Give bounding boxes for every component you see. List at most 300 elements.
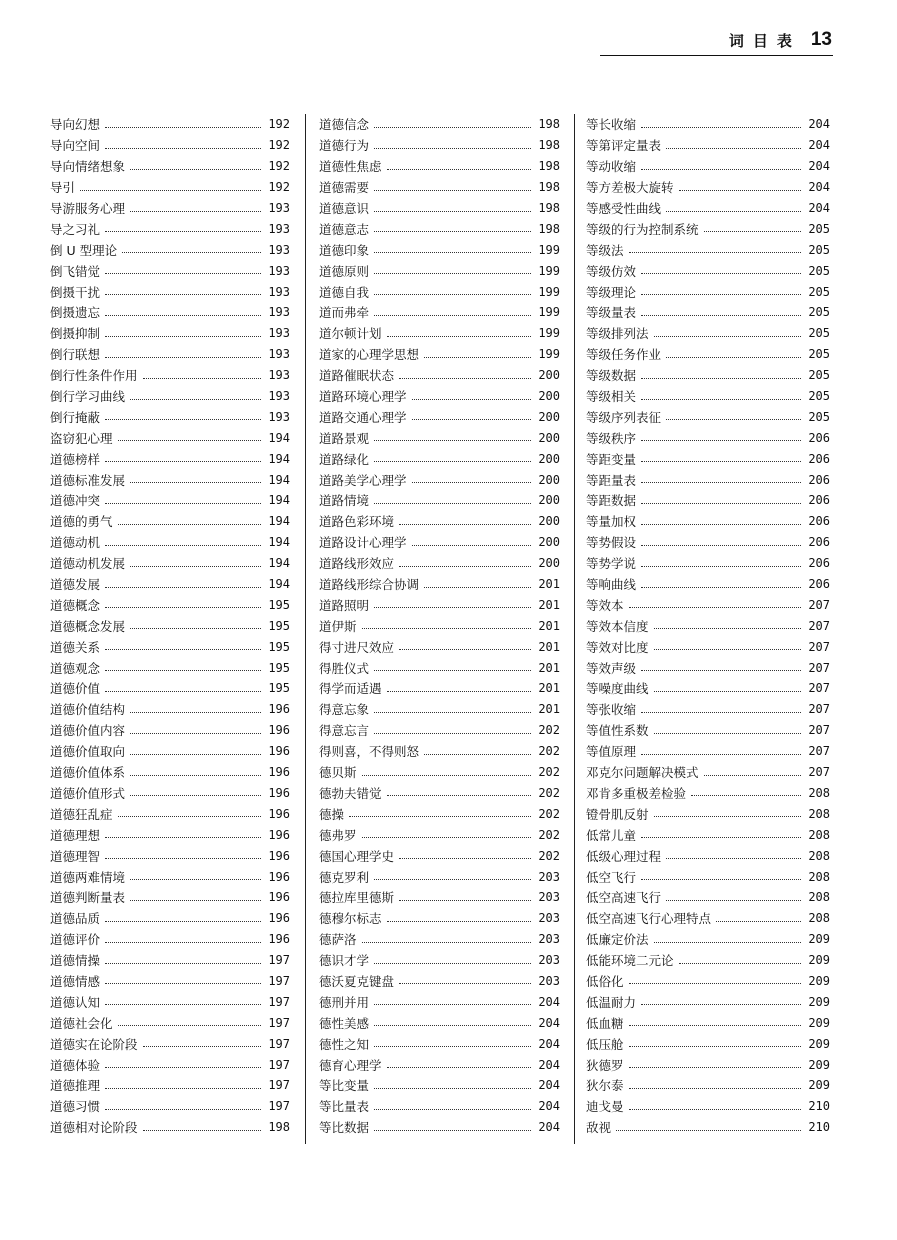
dot-leader (424, 754, 531, 755)
index-entry (319, 720, 560, 741)
dot-leader (654, 649, 801, 650)
entry-page-number: 193 (268, 305, 290, 320)
index-entry (50, 114, 290, 135)
dot-leader (374, 733, 531, 734)
dot-leader (616, 1130, 801, 1131)
entry-term: 镫骨肌反射 (586, 806, 649, 822)
entry-page-number: 206 (808, 535, 830, 550)
dot-leader (399, 566, 531, 567)
entry-term: 德沃夏克键盘 (319, 973, 395, 989)
entry-term: 低常儿童 (586, 827, 637, 843)
entry-page-number: 206 (808, 577, 830, 592)
index-entry (319, 908, 560, 929)
entry-page-number: 202 (538, 785, 560, 800)
entry-page-number: 194 (268, 556, 290, 571)
entry-page-number: 206 (808, 430, 830, 445)
entry-page-number: 196 (268, 744, 290, 759)
entry-term: 道德判断量表 (50, 890, 126, 906)
dot-leader (654, 942, 801, 943)
dot-leader (105, 983, 261, 984)
entry-term: 道德性焦虑 (319, 159, 382, 175)
index-entry (319, 553, 560, 574)
entry-page-number: 201 (538, 577, 560, 592)
entry-page-number: 204 (538, 1015, 560, 1030)
dot-leader (374, 963, 531, 964)
entry-term: 道路催眠状态 (319, 368, 395, 384)
entry-term: 德育心理学 (319, 1057, 382, 1073)
entry-page-number: 209 (808, 1036, 830, 1051)
entry-term: 倒摄抑制 (50, 326, 101, 342)
index-entry (586, 741, 830, 762)
entry-term: 道德评价 (50, 932, 101, 948)
entry-page-number: 205 (808, 326, 830, 341)
index-entry (50, 574, 290, 595)
entry-page-number: 196 (268, 932, 290, 947)
entry-term: 道路设计心理学 (319, 535, 407, 551)
entry-term: 道路色彩环境 (319, 514, 395, 530)
index-entry (586, 553, 830, 574)
entry-term: 道德标准发展 (50, 472, 126, 488)
index-entry (586, 406, 830, 427)
entry-term: 德性之知 (319, 1036, 370, 1052)
entry-page-number: 197 (268, 1036, 290, 1051)
entry-page-number: 201 (538, 597, 560, 612)
dot-leader (143, 1046, 261, 1047)
entry-term: 得胜仪式 (319, 660, 370, 676)
entry-term: 道家的心理学思想 (319, 347, 420, 363)
index-entry (586, 1012, 830, 1033)
entry-term: 道德行为 (319, 138, 370, 154)
index-entry (50, 218, 290, 239)
index-entry (319, 448, 560, 469)
dot-leader (629, 1067, 801, 1068)
dot-leader (105, 691, 261, 692)
dot-leader (105, 607, 261, 608)
index-entry (50, 198, 290, 219)
entry-term: 等值性系数 (586, 723, 649, 739)
entry-term: 道德自我 (319, 284, 370, 300)
entry-term: 等比量表 (319, 1099, 370, 1115)
entry-term: 道德观念 (50, 660, 101, 676)
entry-page-number: 202 (538, 848, 560, 863)
entry-term: 等动收缩 (586, 159, 637, 175)
entry-page-number: 208 (808, 827, 830, 842)
entry-page-number: 196 (268, 827, 290, 842)
dot-leader (143, 378, 261, 379)
entry-term: 得寸进尺效应 (319, 639, 395, 655)
entry-term: 等势假设 (586, 535, 637, 551)
entry-term: 导之习礼 (50, 221, 101, 237)
dot-leader (118, 440, 261, 441)
entry-term: 等级量表 (586, 305, 637, 321)
entry-page-number: 194 (268, 577, 290, 592)
dot-leader (641, 524, 801, 525)
dot-leader (412, 545, 531, 546)
dot-leader (374, 879, 531, 880)
entry-term: 倒行性条件作用 (50, 368, 138, 384)
entry-term: 导游服务心理 (50, 201, 126, 216)
entry-term: 道德实在论阶段 (50, 1036, 138, 1052)
column-divider (574, 114, 575, 1144)
entry-term: 道路情境 (319, 493, 370, 509)
entry-page-number: 199 (538, 347, 560, 362)
entry-page-number: 209 (808, 1015, 830, 1030)
entry-term: 道而弗牵 (319, 305, 370, 321)
entry-term: 等级仿效 (586, 263, 637, 279)
dot-leader (704, 775, 801, 776)
index-entry (319, 678, 560, 699)
index-entry (50, 302, 290, 323)
entry-page-number: 193 (268, 284, 290, 299)
entry-page-number: 208 (808, 869, 830, 884)
entry-term: 低级心理过程 (586, 848, 662, 864)
dot-leader (641, 1004, 801, 1005)
entry-page-number: 206 (808, 451, 830, 466)
entry-term: 等效对比度 (586, 639, 649, 655)
index-entry (319, 1054, 560, 1075)
dot-leader (80, 190, 261, 191)
entry-page-number: 197 (268, 1099, 290, 1114)
entry-term: 道德的勇气 (50, 514, 113, 530)
index-entry (50, 1117, 290, 1138)
dot-leader (105, 336, 261, 337)
dot-leader (641, 169, 801, 170)
dot-leader (374, 127, 531, 128)
dot-leader (362, 775, 531, 776)
dot-leader (105, 1109, 261, 1110)
entry-term: 道德社会化 (50, 1015, 113, 1031)
dot-leader (641, 461, 801, 462)
entry-term: 等级秩序 (586, 430, 637, 446)
entry-term: 等势学说 (586, 556, 637, 572)
entry-page-number: 205 (808, 284, 830, 299)
dot-leader (641, 545, 801, 546)
entry-page-number: 198 (268, 1120, 290, 1135)
entry-page-number: 201 (538, 681, 560, 696)
index-entry (319, 950, 560, 971)
index-entry (50, 1012, 290, 1033)
entry-page-number: 204 (808, 159, 830, 174)
entry-page-number: 204 (538, 1057, 560, 1072)
index-entry (586, 657, 830, 678)
entry-page-number: 206 (808, 472, 830, 487)
index-entry (319, 406, 560, 427)
dot-leader (374, 461, 531, 462)
dot-leader (654, 691, 801, 692)
dot-leader (130, 399, 261, 400)
entry-page-number: 208 (808, 890, 830, 905)
dot-leader (691, 795, 801, 796)
index-entry (586, 260, 830, 281)
index-entry (50, 866, 290, 887)
entry-page-number: 196 (268, 848, 290, 863)
index-entry (50, 1096, 290, 1117)
index-entry (586, 574, 830, 595)
entry-page-number: 203 (538, 890, 560, 905)
entry-page-number: 206 (808, 556, 830, 571)
entry-page-number: 200 (538, 556, 560, 571)
dot-leader (374, 231, 531, 232)
dot-leader (105, 273, 261, 274)
index-entry (319, 386, 560, 407)
entry-page-number: 196 (268, 869, 290, 884)
index-entry (50, 553, 290, 574)
dot-leader (374, 1088, 531, 1089)
index-entry (586, 720, 830, 741)
index-entry (50, 281, 290, 302)
index-entry (586, 908, 830, 929)
dot-leader (118, 524, 261, 525)
entry-page-number: 193 (268, 221, 290, 236)
dot-leader (130, 211, 261, 212)
entry-term: 道德理智 (50, 848, 101, 864)
entry-page-number: 198 (538, 138, 560, 153)
entry-term: 得意忘言 (319, 723, 370, 739)
index-entry (319, 281, 560, 302)
entry-term: 等效本信度 (586, 618, 649, 634)
dot-leader (374, 273, 531, 274)
index-entry (50, 490, 290, 511)
index-entry (319, 1033, 560, 1054)
dot-leader (105, 921, 261, 922)
entry-term: 邓克尔问题解决模式 (586, 765, 699, 781)
index-entry (319, 365, 560, 386)
index-entry (319, 218, 560, 239)
index-entry (586, 699, 830, 720)
entry-page-number: 197 (268, 953, 290, 968)
entry-term: 德贝斯 (319, 765, 357, 781)
dot-leader (387, 691, 531, 692)
dot-leader (641, 754, 801, 755)
entry-term: 道德意识 (319, 201, 370, 216)
entry-page-number: 200 (538, 430, 560, 445)
index-entry (586, 135, 830, 156)
index-entry (50, 156, 290, 177)
entry-page-number: 204 (538, 1120, 560, 1135)
index-entry (50, 657, 290, 678)
entry-term: 敌视 (586, 1120, 612, 1136)
index-entry (319, 574, 560, 595)
entry-term: 等级相关 (586, 389, 637, 405)
index-entry (586, 427, 830, 448)
index-entry (586, 1075, 830, 1096)
dot-leader (374, 440, 531, 441)
entry-term: 低血糖 (586, 1015, 624, 1031)
dot-leader (641, 378, 801, 379)
entry-term: 倒行掩蔽 (50, 409, 101, 425)
entry-page-number: 194 (268, 472, 290, 487)
dot-leader (412, 399, 531, 400)
entry-page-number: 205 (808, 263, 830, 278)
dot-leader (130, 795, 261, 796)
entry-term: 等长收缩 (586, 117, 637, 133)
index-entry (319, 1096, 560, 1117)
column-divider (305, 114, 306, 1144)
entry-page-number: 207 (808, 681, 830, 696)
index-entry (50, 845, 290, 866)
entry-term: 道德体验 (50, 1057, 101, 1073)
entry-page-number: 204 (808, 138, 830, 153)
dot-leader (349, 816, 531, 817)
entry-term: 道德两难情境 (50, 869, 126, 885)
index-entry (319, 239, 560, 260)
entry-term: 道伊斯 (319, 618, 357, 634)
index-entry (319, 887, 560, 908)
dot-leader (387, 1067, 531, 1068)
entry-page-number: 200 (538, 514, 560, 529)
dot-leader (105, 942, 261, 943)
entry-page-number: 207 (808, 765, 830, 780)
entry-page-number: 207 (808, 618, 830, 633)
dot-leader (105, 587, 261, 588)
entry-term: 等级数据 (586, 368, 637, 384)
entry-page-number: 209 (808, 1057, 830, 1072)
entry-term: 道德习惯 (50, 1099, 101, 1115)
entry-page-number: 202 (538, 744, 560, 759)
entry-page-number: 196 (268, 890, 290, 905)
entry-page-number: 205 (808, 305, 830, 320)
dot-leader (105, 419, 261, 420)
entry-term: 等量加权 (586, 514, 637, 530)
index-entry (50, 135, 290, 156)
index-entry (586, 845, 830, 866)
entry-page-number: 195 (268, 660, 290, 675)
dot-leader (130, 712, 261, 713)
entry-term: 道德价值 (50, 681, 101, 697)
entry-term: 道路线形综合协调 (319, 577, 420, 593)
index-entry (50, 406, 290, 427)
index-entry (50, 239, 290, 260)
index-entry (586, 783, 830, 804)
dot-leader (374, 712, 531, 713)
entry-term: 道路美学心理学 (319, 472, 407, 488)
index-entry (586, 281, 830, 302)
entry-term: 低空高速飞行 (586, 890, 662, 906)
index-entry (586, 803, 830, 824)
entry-term: 道路景观 (319, 430, 370, 446)
index-entry (586, 1054, 830, 1075)
index-entry (319, 657, 560, 678)
entry-page-number: 210 (808, 1120, 830, 1135)
entry-page-number: 198 (538, 221, 560, 236)
entry-page-number: 201 (538, 618, 560, 633)
index-entry (50, 323, 290, 344)
entry-page-number: 209 (808, 932, 830, 947)
entry-term: 道德信念 (319, 117, 370, 133)
dot-leader (704, 231, 801, 232)
dot-leader (130, 482, 261, 483)
index-entry (319, 971, 560, 992)
entry-page-number: 207 (808, 639, 830, 654)
entry-page-number: 198 (538, 117, 560, 132)
dot-leader (399, 649, 531, 650)
entry-page-number: 193 (268, 263, 290, 278)
entry-term: 等级序列表征 (586, 409, 662, 425)
entry-term: 德国心理学史 (319, 848, 395, 864)
entry-term: 倒摄干扰 (50, 284, 101, 300)
entry-term: 导向幻想 (50, 117, 101, 133)
index-entry (586, 302, 830, 323)
index-entry (586, 239, 830, 260)
dot-leader (641, 670, 801, 671)
entry-term: 狄德罗 (586, 1057, 624, 1073)
entry-term: 道德认知 (50, 994, 101, 1010)
index-entry (50, 887, 290, 908)
entry-page-number: 204 (538, 1099, 560, 1114)
entry-page-number: 207 (808, 744, 830, 759)
dot-leader (374, 294, 531, 295)
entry-term: 等级任务作业 (586, 347, 662, 363)
dot-leader (130, 900, 261, 901)
entry-term: 得则喜，不得则怒 (319, 744, 420, 760)
dot-leader (105, 231, 261, 232)
entry-page-number: 205 (808, 389, 830, 404)
entry-page-number: 202 (538, 765, 560, 780)
index-entry (319, 1075, 560, 1096)
entry-page-number: 198 (538, 159, 560, 174)
index-entry (50, 1054, 290, 1075)
dot-leader (666, 211, 801, 212)
entry-term: 道德理想 (50, 827, 101, 843)
entry-page-number: 210 (808, 1099, 830, 1114)
entry-term: 等级理论 (586, 284, 637, 300)
dot-leader (387, 336, 531, 337)
entry-page-number: 193 (268, 368, 290, 383)
entry-term: 导引 (50, 180, 76, 196)
index-entry (586, 824, 830, 845)
dot-leader (118, 816, 261, 817)
dot-leader (374, 211, 531, 212)
entry-term: 道德关系 (50, 639, 101, 655)
entry-page-number: 193 (268, 347, 290, 362)
dot-leader (105, 127, 261, 128)
dot-leader (374, 1109, 531, 1110)
dot-leader (143, 1130, 261, 1131)
index-column-1 (50, 114, 290, 1138)
entry-term: 德克罗利 (319, 869, 370, 885)
index-entry (50, 615, 290, 636)
dot-leader (629, 1046, 801, 1047)
section-title: 词目表 (728, 31, 801, 50)
index-entry (50, 594, 290, 615)
dot-leader (362, 942, 531, 943)
dot-leader (130, 628, 261, 629)
dot-leader (387, 795, 531, 796)
dot-leader (641, 587, 801, 588)
index-entry (586, 950, 830, 971)
dot-leader (412, 419, 531, 420)
index-entry (319, 929, 560, 950)
index-entry (586, 344, 830, 365)
entry-term: 得学而适遇 (319, 681, 382, 697)
entry-term: 盗窃犯心理 (50, 430, 113, 446)
entry-page-number: 209 (808, 953, 830, 968)
dot-leader (641, 837, 801, 838)
entry-page-number: 193 (268, 242, 290, 257)
dot-leader (105, 649, 261, 650)
dot-leader (629, 1025, 801, 1026)
entry-term: 等距量表 (586, 472, 637, 488)
index-entry (586, 1096, 830, 1117)
index-entry (319, 469, 560, 490)
dot-leader (654, 733, 801, 734)
entry-page-number: 193 (268, 201, 290, 215)
dot-leader (666, 858, 801, 859)
dot-leader (122, 252, 261, 253)
dot-leader (666, 148, 801, 149)
dot-leader (679, 190, 801, 191)
entry-term: 道德印象 (319, 242, 370, 258)
